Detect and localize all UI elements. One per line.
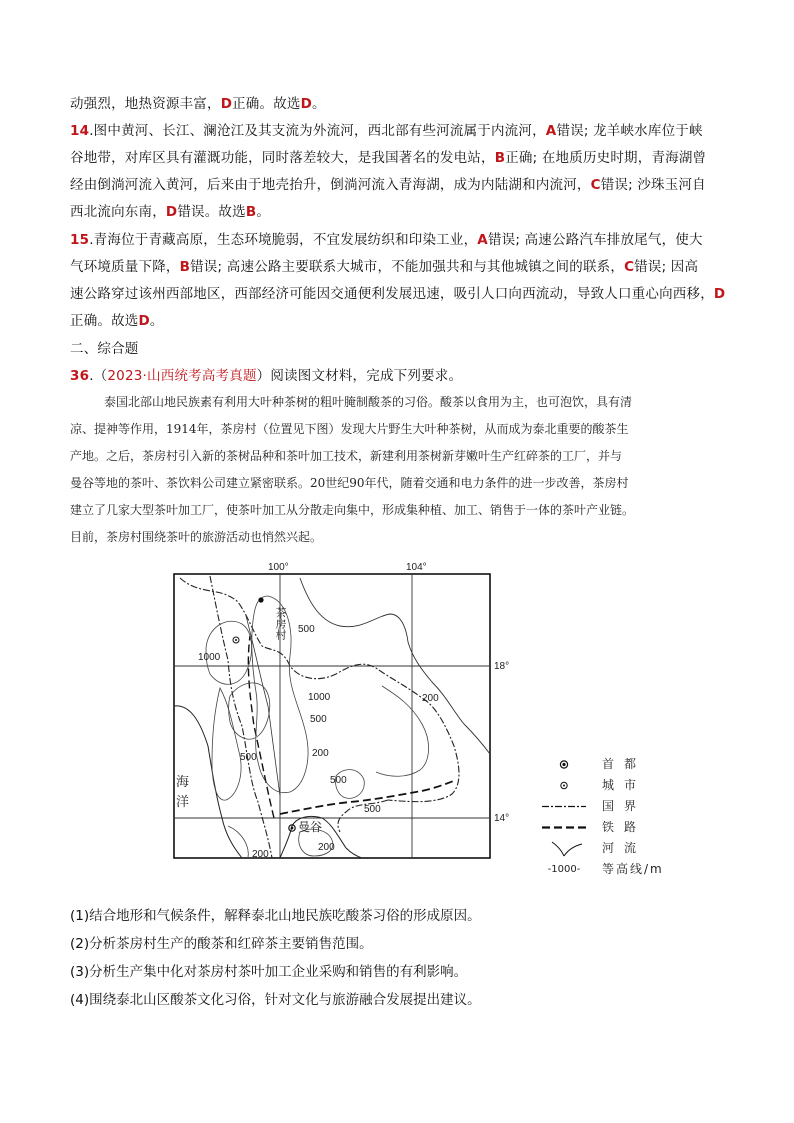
lat-label-14: 14° [494, 813, 510, 824]
answer-15-line-2: 气环境质量下降，B错误; 高速公路主要联系大城市，不能加强共和与其他城镇之间的联系，C错误; 因高 [70, 259, 699, 275]
section-title: 二、综合题 [70, 341, 139, 357]
sea-label-2: 洋 [176, 794, 190, 809]
sub-question-4: (4)围绕泰北山区酸茶文化习俗，针对文化与旅游融合发展提出建议。 [70, 992, 481, 1008]
answer-14-line-4: 西北流向东南，D错误。故选B。 [70, 204, 271, 220]
contour-1000-mid [229, 683, 270, 739]
answer-14-line-2: 谷地带，对库区具有灌溉功能，同时落差较大，是我国著名的发电站，B正确; 在地质历史时期，青海湖曾 [70, 150, 707, 166]
contour-label: 500 [330, 775, 347, 786]
railway-icon [538, 817, 590, 838]
national-border-north-east [180, 578, 459, 802]
map-legend [538, 754, 708, 880]
answer-15-line-1: 15.青海位于青藏高原，生态环境脆弱，不宜发展纺织和印染工业，A错误; 高速公路汽车排放尾气，使大 [70, 232, 703, 248]
answer-14-line-3: 经由倒淌河流入黄河，后来由于地壳抬升，倒淌河流入青海湖，成为内陆湖和内流河，C错误; 沙珠玉河自 [70, 177, 706, 193]
contour-label: 500 [240, 752, 257, 763]
railway-line-north [248, 636, 274, 818]
lon-label-100: 100° [268, 562, 289, 573]
contour-label: 200 [318, 842, 335, 853]
passage-line: 目前，茶房村围绕茶叶的旅游活动也悄然兴起。 [70, 530, 323, 544]
contour-label: 1000 [198, 652, 221, 663]
city-icon [258, 597, 263, 602]
river-icon [538, 838, 590, 859]
question-36-heading: 36.（2023·山西统考高考真题）阅读图文材料，完成下列要求。 [70, 368, 463, 384]
contour-500-west [212, 688, 241, 800]
answer-number: 15 [70, 232, 90, 248]
answer-13-tail: 动强烈，地热资源丰富，D正确。故选D。 [70, 96, 326, 112]
answer-15-line-3: 速公路穿过该州西部地区，西部经济可能因交通便利发展迅速，吸引人口向西流动，导致人口重心向西移，D [70, 286, 726, 302]
contour-label: 1000 [308, 692, 331, 703]
answer-number: 14 [70, 123, 90, 139]
contour-200-east [376, 686, 429, 776]
thailand-topographic-map [150, 556, 510, 876]
passage-line: 曼谷等地的茶叶、茶饮料公司建立紧密联系。20世纪90年代，随着交通和电力条件的进一步改善，茶房村 [70, 476, 629, 490]
passage-line: 凉、提神等作用，1914年，茶房村（位置见下图）发现大片野生大叶种茶树，从而成为泰北重要的酸茶生 [70, 422, 629, 436]
place-label-chafangcun: 茶房村 [253, 607, 286, 619]
contour-label: 200 [252, 849, 269, 860]
passage-line: 产地。之后，茶房村引入新的茶树品种和茶叶加工技术，新建利用茶树新芽嫩叶生产红碎茶的工厂，并与 [70, 449, 623, 463]
legend-item-contour: -1000- 等高线/m [538, 859, 708, 880]
legend-item-river: 河流 [538, 838, 708, 859]
legend-item-railway: 铁路 [538, 817, 708, 838]
answer-15-line-4: 正确。故选D。 [70, 313, 164, 329]
border-icon [538, 796, 590, 817]
sub-question-3: (3)分析生产集中化对茶房村茶叶加工企业采购和销售的有利影响。 [70, 964, 468, 980]
contour-label: 200 [422, 693, 439, 704]
sub-question-2: (2)分析茶房村生产的酸茶和红碎茶主要销售范围。 [70, 936, 373, 952]
legend-item-capital: 首都 [538, 754, 708, 775]
capital-icon [538, 754, 590, 775]
lat-label-18: 18° [494, 661, 510, 672]
contour-label: 500 [298, 624, 315, 635]
passage-line: 建立了几家大型茶叶加工厂，使茶叶加工从分散走向集中，形成集种植、加工、销售于一体的茶叶产业链。 [70, 503, 635, 517]
contour-label: 200 [312, 748, 329, 759]
place-label-bangkok: 曼谷 [298, 820, 323, 834]
lon-label-104: 104° [406, 562, 427, 573]
contour-icon: -1000- [547, 864, 581, 875]
answer-14-line-1: 14.图中黄河、长江、澜沧江及其支流为外流河，西北部有些河流属于内流河，A错误; 龙羊峡水库位于峡 [70, 123, 703, 139]
legend-item-border: 国界 [538, 796, 708, 817]
passage-line: 泰国北部山地民族素有利用大叶种茶树的粗叶腌制酸茶的习俗。酸茶以食用为主，也可泡饮，具有清 [104, 395, 633, 409]
sub-question-1: (1)结合地形和气候条件，解释泰北山地民族吃酸茶习俗的形成原因。 [70, 908, 481, 924]
city-icon [538, 775, 590, 796]
contour-label: 500 [364, 804, 381, 815]
question-source: 2023·山西统考高考真题 [107, 368, 257, 384]
sea-label-1: 海 [176, 774, 190, 789]
legend-item-city: 城市 [538, 775, 708, 796]
contour-label: 500 [310, 714, 327, 725]
